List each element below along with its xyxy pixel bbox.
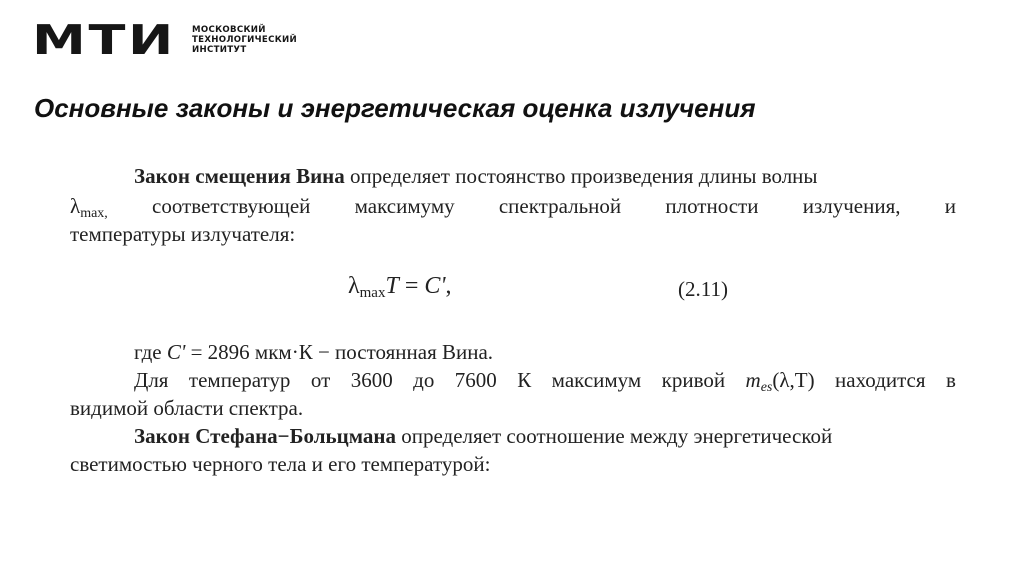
formula-2-11: [348, 273, 452, 300]
word: Для: [134, 368, 169, 392]
institute-logo: [32, 16, 297, 64]
word: кривой: [661, 368, 726, 392]
logo-text-line: ИНСТИТУТ: [192, 45, 247, 55]
equals-sign: =: [398, 273, 425, 299]
word: К: [517, 368, 532, 392]
formula-constant: C': [424, 273, 446, 299]
word: от: [310, 368, 331, 392]
law-term: Закон Стефана−Больцмана: [134, 424, 396, 448]
spectral-function: [745, 368, 815, 395]
wien-constant: C': [166, 340, 186, 364]
logo-text-line: МОСКОВСКИЙ: [192, 25, 266, 35]
lambda-max-symbol: [70, 194, 108, 221]
function-symbol: m: [745, 368, 761, 392]
word: излучения,: [802, 194, 901, 218]
text-fragment: определяет соотношение между энергетической: [396, 424, 833, 448]
word: плотности: [665, 194, 759, 218]
paragraph-line: [70, 194, 956, 221]
word: 3600: [350, 368, 393, 392]
formula-variable: T: [385, 273, 399, 299]
word: температур: [188, 368, 291, 392]
paragraph-line: [134, 368, 956, 395]
slide-title: Основные законы и энергетическая оценка излучения: [34, 93, 756, 123]
text-fragment: где: [134, 340, 167, 364]
word: и: [944, 194, 956, 218]
word: спектральной: [498, 194, 622, 218]
paragraph-line: температуры излучателя:: [70, 222, 296, 246]
paragraph-line: видимой области спектра.: [70, 396, 304, 420]
subscript: es: [760, 380, 773, 395]
paragraph-line: [134, 340, 956, 364]
word: в: [945, 368, 956, 392]
word: максимуму: [354, 194, 455, 218]
formula-number: (2.11): [678, 277, 728, 301]
logo-text: [192, 25, 297, 55]
formula-tail: ,: [445, 273, 452, 299]
word: максимум: [551, 368, 642, 392]
lambda-symbol: λ: [348, 273, 360, 299]
word: 7600: [454, 368, 497, 392]
subscript: max: [359, 285, 386, 301]
subscript: max,: [80, 206, 108, 221]
text-fragment: = 2896 мкм·К − постоянная Вина.: [185, 340, 494, 364]
word: находится: [835, 368, 926, 392]
logo-text-line: ТЕХНОЛОГИЧЕСКИЙ: [192, 35, 297, 45]
word: соответствующей: [152, 194, 311, 218]
law-term: Закон смещения Вина: [134, 164, 345, 188]
logo-mark: МТИ: [32, 16, 177, 64]
paragraph-line: [134, 424, 956, 448]
paragraph-line: [134, 164, 956, 188]
text-fragment: определяет постоянство произведения длины волны: [344, 164, 818, 188]
function-args: (λ,T): [772, 368, 815, 392]
lambda-symbol: λ: [70, 194, 81, 218]
word: до: [413, 368, 435, 392]
paragraph-line: светимостью черного тела и его температурой:: [70, 452, 491, 476]
